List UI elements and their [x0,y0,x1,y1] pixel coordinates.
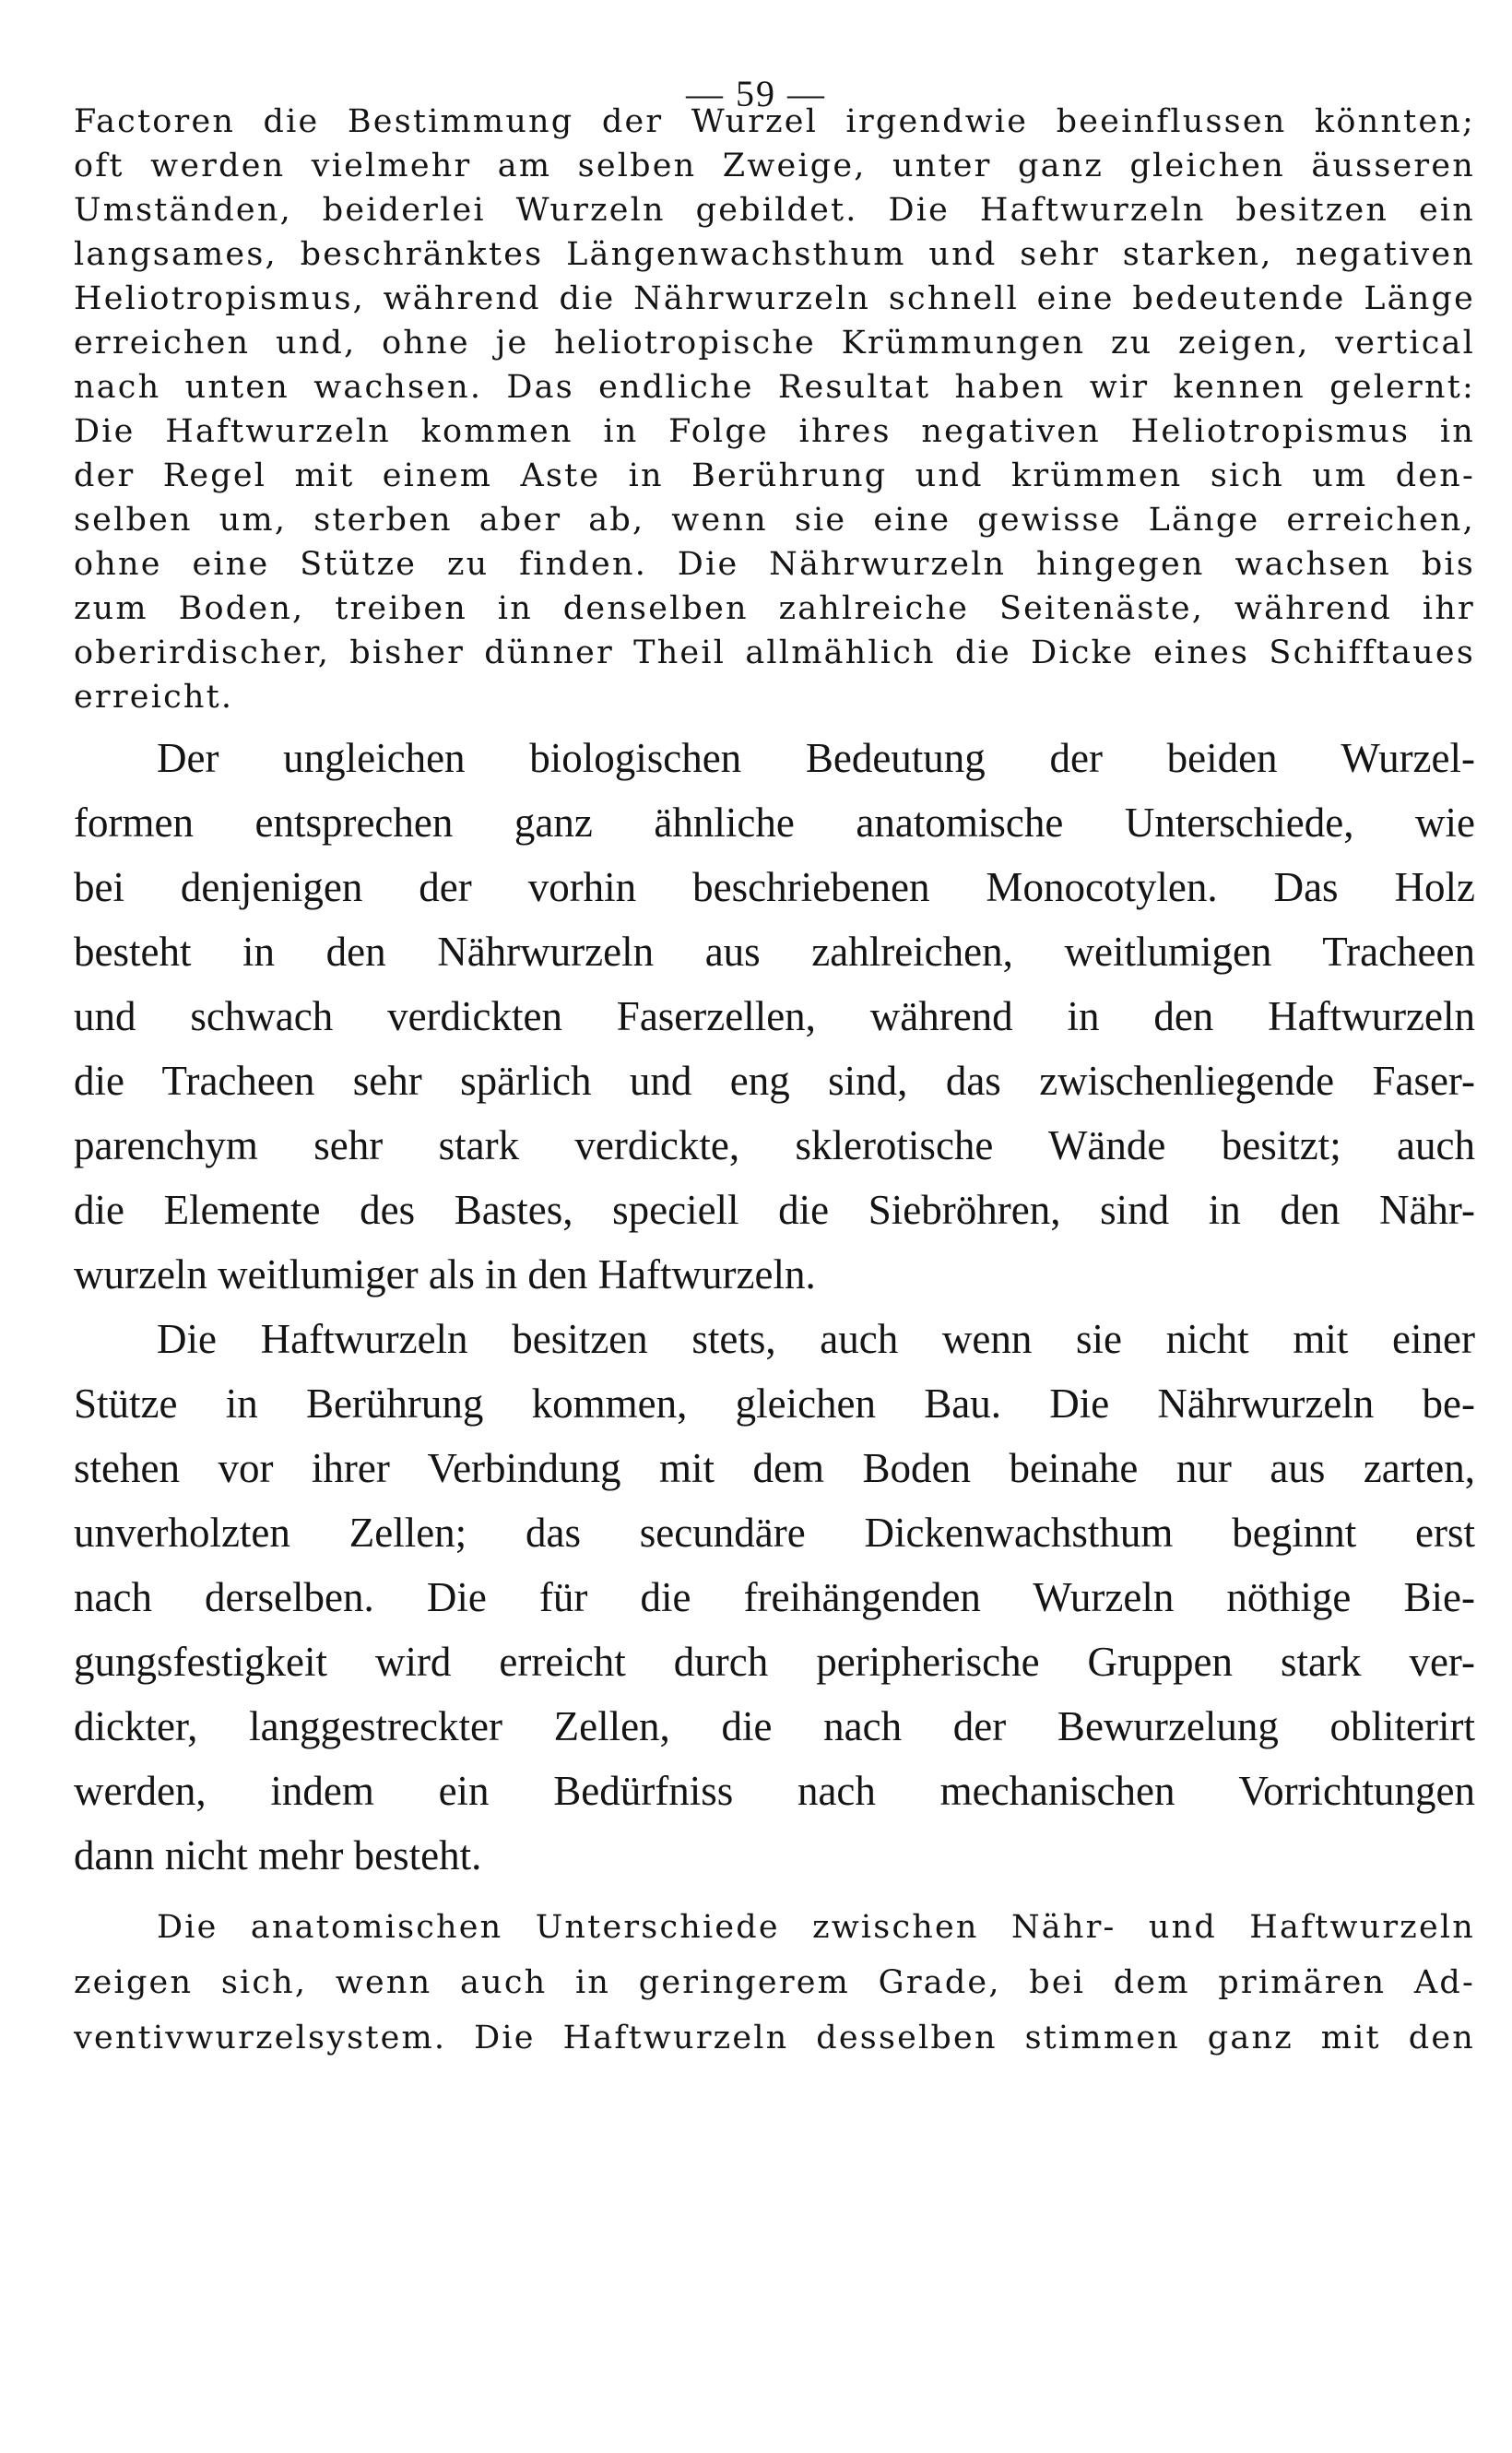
text-line: bei denjenigen der vorhin beschriebenen Monocotylen. Das Holz [74,864,1475,910]
text-line: nach derselben. Die für die freihängenden Wurzeln nöthige Bie- [74,1574,1475,1620]
text-line: zum Boden, treiben in denselben zahlreiche Seitenäste, während ihr [74,590,1475,627]
text-line: ventivwurzelsystem. Die Haftwurzeln desselben stimmen ganz mit den [74,2020,1475,2056]
text-line: oft werden vielmehr am selben Zweige, unter ganz gleichen äusseren [74,148,1475,184]
text-line: Factoren die Bestimmung der Wurzel irgendwie beeinflussen könnten; [74,103,1475,140]
text-line: Stütze in Berührung kommen, gleichen Bau. Die Nährwurzeln be- [74,1381,1475,1427]
text-line: erreicht. [74,679,234,716]
text-line: der Regel mit einem Aste in Berührung und krümmen sich um den- [74,457,1475,494]
page-number: — 59 — [686,73,826,114]
text-line: langsames, beschränktes Längenwachsthum und sehr starken, negativen [74,236,1475,273]
text-line: die Tracheen sehr spärlich und eng sind, das zwischenliegende Faser- [74,1058,1475,1104]
text-line: wurzeln weitlumiger als in den Haftwurzeln. [74,1251,816,1298]
text-line: parenchym sehr stark verdickte, sklerotische Wände besitzt; auch [74,1122,1475,1168]
text-line: werden, indem ein Bedürfniss nach mechanischen Vorrichtungen [74,1768,1475,1814]
text-line: nach unten wachsen. Das endliche Resultat haben wir kennen gelernt: [74,369,1475,406]
text-line: selben um, sterben aber ab, wenn sie eine gewisse Länge erreichen, [74,502,1475,539]
text-line: Die Haftwurzeln kommen in Folge ihres negativen Heliotropismus in [74,413,1475,450]
text-line: dann nicht mehr besteht. [74,1832,482,1878]
text-line: unverholzten Zellen; das secundäre Dickenwachsthum beginnt erst [74,1510,1475,1556]
text-line: Die Haftwurzeln besitzen stets, auch wenn sie nicht mit einer [157,1316,1475,1362]
text-line: die Elemente des Bastes, speciell die Siebröhren, sind in den Nähr- [74,1187,1475,1233]
text-line: stehen vor ihrer Verbindung mit dem Boden beinahe nur aus zarten, [74,1445,1475,1491]
text-line: formen entsprechen ganz ähnliche anatomische Unterschiede, wie [74,800,1475,846]
text-line: Umständen, beiderlei Wurzeln gebildet. Die Haftwurzeln besitzen ein [74,192,1475,229]
text-line: besteht in den Nährwurzeln aus zahlreichen, weitlumigen Tracheen [74,929,1475,975]
text-line: ohne eine Stütze zu finden. Die Nährwurzeln hingegen wachsen bis [74,546,1475,583]
text-line: oberirdischer, bisher dünner Theil allmählich die Dicke eines Schifftaues [74,634,1475,671]
text-line: Der ungleichen biologischen Bedeutung der beiden Wurzel- [157,735,1475,781]
text-line: und schwach verdickten Faserzellen, während in den Haftwurzeln [74,993,1475,1039]
text-line: Heliotropismus, während die Nährwurzeln schnell eine bedeutende Länge [74,280,1475,317]
text-line: dickter, langgestreckter Zellen, die nach der Bewurzelung obliterirt [74,1703,1475,1749]
text-line: erreichen und, ohne je heliotropische Krümmungen zu zeigen, vertical [74,325,1475,361]
text-line: gungsfestigkeit wird erreicht durch peripherische Gruppen stark ver- [74,1639,1475,1685]
text-line: Die anatomischen Unterschiede zwischen Nähr- und Haftwurzeln [157,1909,1475,1946]
text-line: zeigen sich, wenn auch in geringerem Grade, bei dem primären Ad- [74,1964,1475,2001]
